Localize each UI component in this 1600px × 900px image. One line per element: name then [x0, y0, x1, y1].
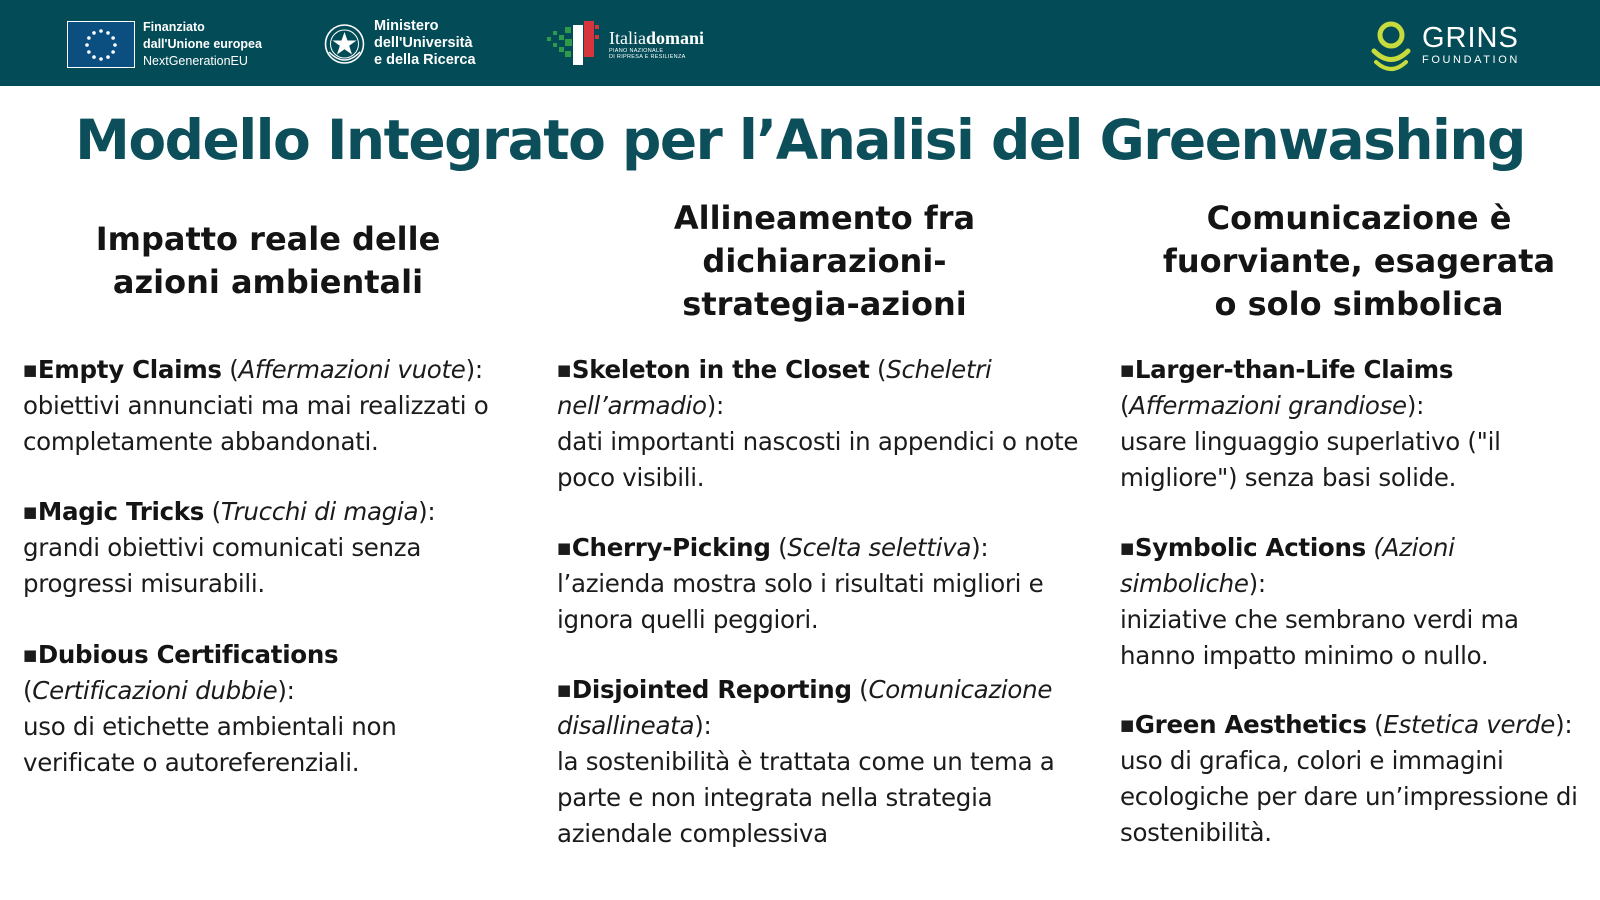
item-translation: Trucchi di magia	[220, 497, 419, 526]
mur-line-2: dell'Università	[374, 35, 473, 51]
italiadomani-logo	[545, 19, 704, 69]
item-description: uso di grafica, colori e immagini ecologiche per dare un’impressione di sostenibilità.	[1120, 746, 1578, 847]
list-item	[1120, 352, 1598, 496]
list-item	[557, 672, 1092, 852]
item-term: Disjointed Reporting	[571, 675, 852, 704]
list-item	[557, 530, 1092, 638]
item-open: (	[23, 676, 33, 705]
item-translation: Certificazioni dubbie	[32, 676, 278, 705]
item-translation: Scelta selettiva	[787, 533, 972, 562]
italia-sub-1: PIANO NAZIONALE	[609, 48, 664, 54]
item-description: usare linguaggio superlativo ("il migliore") senza basi solide.	[1120, 427, 1501, 492]
item-term: Skeleton in the Closet	[571, 355, 870, 384]
italiadomani-text	[609, 28, 704, 60]
square-bullet-icon: ■	[23, 646, 37, 664]
item-open: (	[851, 675, 869, 704]
item-close: ):	[1248, 569, 1266, 598]
grins-sub: FOUNDATION	[1422, 54, 1520, 66]
square-bullet-icon: ■	[1120, 716, 1134, 734]
heading-line: strategia-azioni	[682, 284, 967, 323]
eu-line-1: Finanziato	[143, 20, 205, 34]
item-term: Larger-than-Life Claims	[1134, 355, 1454, 384]
item-term: Cherry-Picking	[571, 533, 771, 562]
column-comunicazione	[1120, 196, 1598, 847]
item-term: Empty Claims	[37, 355, 222, 384]
column-heading	[557, 196, 1092, 326]
italiadomani-name	[609, 28, 704, 48]
item-description: l’azienda mostra solo i risultati migliori e ignora quelli peggiori.	[557, 569, 1044, 634]
item-translation: Estetica verde	[1383, 710, 1556, 739]
heading-line: azioni ambientali	[112, 263, 424, 301]
item-description: obiettivi annunciati ma mai realizzati o completamente abbandonati.	[23, 391, 489, 456]
item-open: (	[204, 497, 221, 526]
column-impatto-reale	[23, 196, 513, 777]
grins-logo	[1370, 16, 1520, 74]
grins-mark-icon	[1370, 16, 1412, 74]
list-item	[23, 637, 513, 781]
heading-line: Impatto reale delle	[95, 220, 441, 258]
list-item	[1120, 530, 1598, 674]
item-translation: Affermazioni vuote	[238, 355, 466, 384]
italia-name-a: Italia	[609, 28, 646, 48]
mur-line-3: e della Ricerca	[374, 52, 476, 68]
list-item	[557, 352, 1092, 496]
italian-emblem-icon	[323, 20, 366, 68]
mur-line-1: Ministero	[374, 18, 439, 34]
square-bullet-icon: ■	[557, 681, 571, 699]
grins-name: GRINS	[1422, 22, 1519, 54]
square-bullet-icon: ■	[23, 503, 37, 521]
item-term: Symbolic Actions	[1134, 533, 1366, 562]
mur-logo-text	[374, 18, 476, 69]
item-description: la sostenibilità è trattata come un tema a parte e non integrata nella strategia aziendale complessiva	[557, 747, 1055, 848]
heading-line: Allineamento fra	[673, 198, 976, 237]
item-close: ):	[465, 355, 483, 384]
eu-line-2: dall'Unione europea	[143, 37, 262, 51]
item-close: ):	[418, 497, 436, 526]
square-bullet-icon: ■	[557, 539, 571, 557]
column-allineamento	[557, 196, 1092, 848]
item-close: ):	[277, 676, 295, 705]
eu-flag-icon	[67, 21, 135, 68]
page-title: Modello Integrato per l’Analisi del Greenwashing	[75, 108, 1525, 172]
item-close: ):	[1406, 391, 1425, 420]
item-close: ):	[694, 711, 712, 740]
item-open: (	[869, 355, 887, 384]
heading-line: o solo simbolica	[1214, 284, 1504, 323]
item-translation: Scheletri nell’armadio	[557, 355, 992, 420]
item-translation: Affermazioni grandiose	[1129, 391, 1407, 420]
heading-line: fuorviante, esagerata	[1162, 241, 1556, 280]
item-open: (	[1120, 391, 1130, 420]
header-bar	[0, 0, 1600, 86]
heading-line: Comunicazione è	[1206, 198, 1512, 237]
square-bullet-icon: ■	[23, 361, 37, 379]
square-bullet-icon: ■	[1120, 361, 1134, 379]
item-open: (	[1366, 710, 1384, 739]
list-item	[1120, 707, 1598, 851]
list-item	[23, 352, 513, 460]
square-bullet-icon: ■	[557, 361, 571, 379]
item-description: grandi obiettivi comunicati senza progressi misurabili.	[23, 533, 422, 598]
grins-text	[1422, 23, 1520, 67]
item-open: (	[221, 355, 239, 384]
item-term: Green Aesthetics	[1134, 710, 1367, 739]
item-description: iniziative che sembrano verdi ma hanno impatto minimo o nullo.	[1120, 605, 1519, 670]
item-open: (	[1365, 533, 1383, 562]
item-close: ):	[1555, 710, 1573, 739]
italia-name-b: domani	[645, 28, 705, 48]
eu-line-3: NextGenerationEU	[143, 54, 248, 68]
italia-sub-2: DI RIPRESA E RESILIENZA	[609, 54, 686, 60]
item-close: ):	[706, 391, 724, 420]
square-bullet-icon: ■	[1120, 539, 1134, 557]
heading-line: dichiarazioni-	[702, 241, 947, 280]
item-open: (	[770, 533, 788, 562]
mur-logo	[323, 18, 476, 69]
list-item	[23, 494, 513, 602]
item-translation: Comunicazione disallineata	[557, 675, 1053, 740]
item-close: ):	[971, 533, 989, 562]
item-description: dati importanti nascosti in appendici o note poco visibili.	[557, 427, 1079, 492]
item-translation: Azioni simboliche	[1120, 533, 1455, 598]
column-heading	[1120, 196, 1598, 326]
item-term: Magic Tricks	[37, 497, 205, 526]
eu-logo-text	[143, 19, 262, 70]
column-heading	[23, 196, 513, 326]
eu-logo	[67, 19, 262, 70]
item-term: Dubious Certifications	[37, 640, 339, 669]
item-description: uso di etichette ambientali non verificate o autoreferenziali.	[23, 712, 397, 777]
italiadomani-flag-icon	[545, 19, 607, 69]
